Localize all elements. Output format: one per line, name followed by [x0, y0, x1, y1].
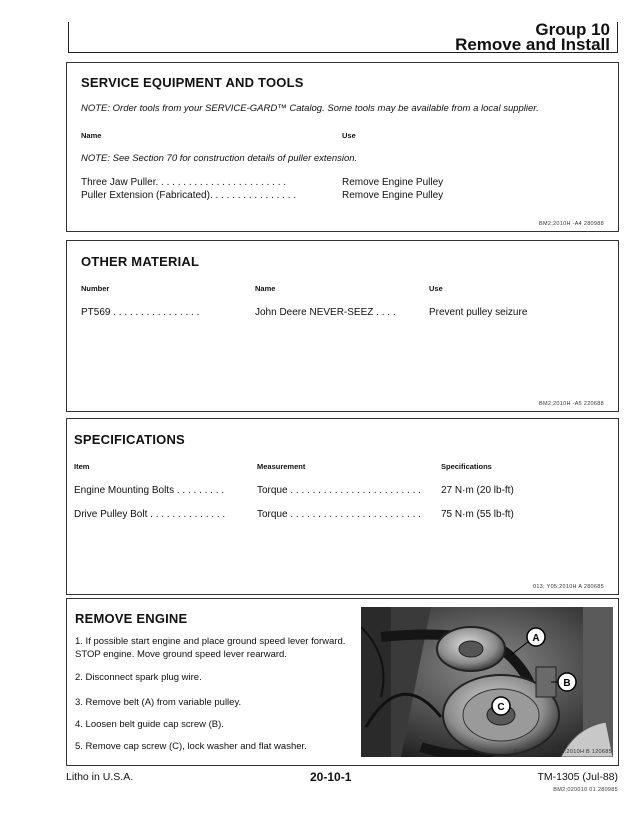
photo-reference-code: 013;TY1091 B Y05;2010H B 120685	[513, 749, 612, 755]
step-item: 5. Remove cap screw (C), lock washer and flat washer.	[75, 741, 307, 752]
reference-code: BM2;2010H -A5 220688	[538, 401, 604, 407]
manual-id: TM-1305 (Jul-88)	[537, 771, 618, 783]
page-number: 20-10-1	[310, 770, 352, 784]
section-title: OTHER MATERIAL	[81, 254, 200, 269]
footer-litho: Litho in U.S.A.	[66, 771, 134, 783]
spec-item: Drive Pulley Bolt . . . . . . . . . . . . . .	[74, 509, 226, 520]
page-title: Remove and Install	[455, 35, 610, 54]
header-rule-right	[617, 22, 618, 53]
reference-code: 013; Y05;2010H A 280685	[532, 584, 604, 590]
engine-pulley-illustration	[361, 607, 613, 757]
material-use: Prevent pulley seizure	[429, 307, 528, 318]
step-item: 3. Remove belt (A) from variable pulley.	[75, 697, 242, 708]
spec-measurement: Torque . . . . . . . . . . . . . . . . . . . . . . . .	[257, 509, 421, 520]
material-name: John Deere NEVER-SEEZ . . . .	[255, 307, 396, 318]
step-item: 4. Loosen belt guide cap screw (B).	[75, 719, 224, 730]
note: NOTE: See Section 70 for construction details of puller extension.	[81, 153, 358, 164]
engine-pulley-photo	[361, 607, 613, 757]
column-header-number: Number	[81, 284, 110, 293]
note: NOTE: Order tools from your SERVICE-GARD™ Catalog. Some tools may be available from a local supplier.	[81, 103, 539, 114]
spec-value: 75 N·m (55 lb-ft)	[441, 509, 514, 520]
group-label: Group 10	[535, 20, 610, 39]
tool-use: Remove Engine Pulley	[342, 190, 444, 201]
tool-name: Three Jaw Puller. . . . . . . . . . . . . . . . . . . . . . . .	[81, 177, 287, 188]
step-item: 1. If possible start engine and place ground speed lever forward. STOP engine. Move ground speed lever rearward.	[75, 636, 346, 660]
other-material-panel	[66, 240, 619, 412]
header-rule-left	[68, 22, 69, 52]
footer-reference-code: BM2;020010 01 280985	[553, 787, 618, 793]
tool-name: Puller Extension (Fabricated). . . . . . . . . . . . . . . .	[81, 190, 297, 201]
step-item: 2. Disconnect spark plug wire.	[75, 672, 202, 683]
column-header-use: Use	[342, 131, 356, 140]
column-header-name: Name	[81, 131, 102, 140]
spec-item: Engine Mounting Bolts . . . . . . . . .	[74, 485, 225, 496]
callout-a-label: A	[532, 633, 540, 644]
table-row	[81, 177, 286, 188]
section-title: REMOVE ENGINE	[75, 611, 188, 626]
section-title: SERVICE EQUIPMENT AND TOOLS	[81, 75, 304, 90]
callout-b-label: B	[563, 678, 571, 689]
reference-code: BM2;2010H -A4 280988	[538, 221, 604, 227]
specifications-panel	[66, 418, 619, 595]
table-row	[81, 190, 296, 201]
callout-c-label: C	[497, 702, 505, 713]
service-equipment-panel	[66, 62, 619, 232]
section-title: SPECIFICATIONS	[74, 432, 185, 447]
column-header-use: Use	[429, 284, 443, 293]
spec-measurement: Torque . . . . . . . . . . . . . . . . . . . . . . . .	[257, 485, 421, 496]
column-header-name: Name	[255, 284, 276, 293]
column-header-specifications: Specifications	[441, 462, 492, 471]
column-header-measurement: Measurement	[257, 462, 306, 471]
material-number: PT569 . . . . . . . . . . . . . . . .	[81, 307, 200, 318]
spec-value: 27 N·m (20 lb-ft)	[441, 485, 514, 496]
column-header-item: Item	[74, 462, 90, 471]
remove-engine-panel	[66, 598, 619, 766]
tool-use: Remove Engine Pulley	[342, 177, 444, 188]
